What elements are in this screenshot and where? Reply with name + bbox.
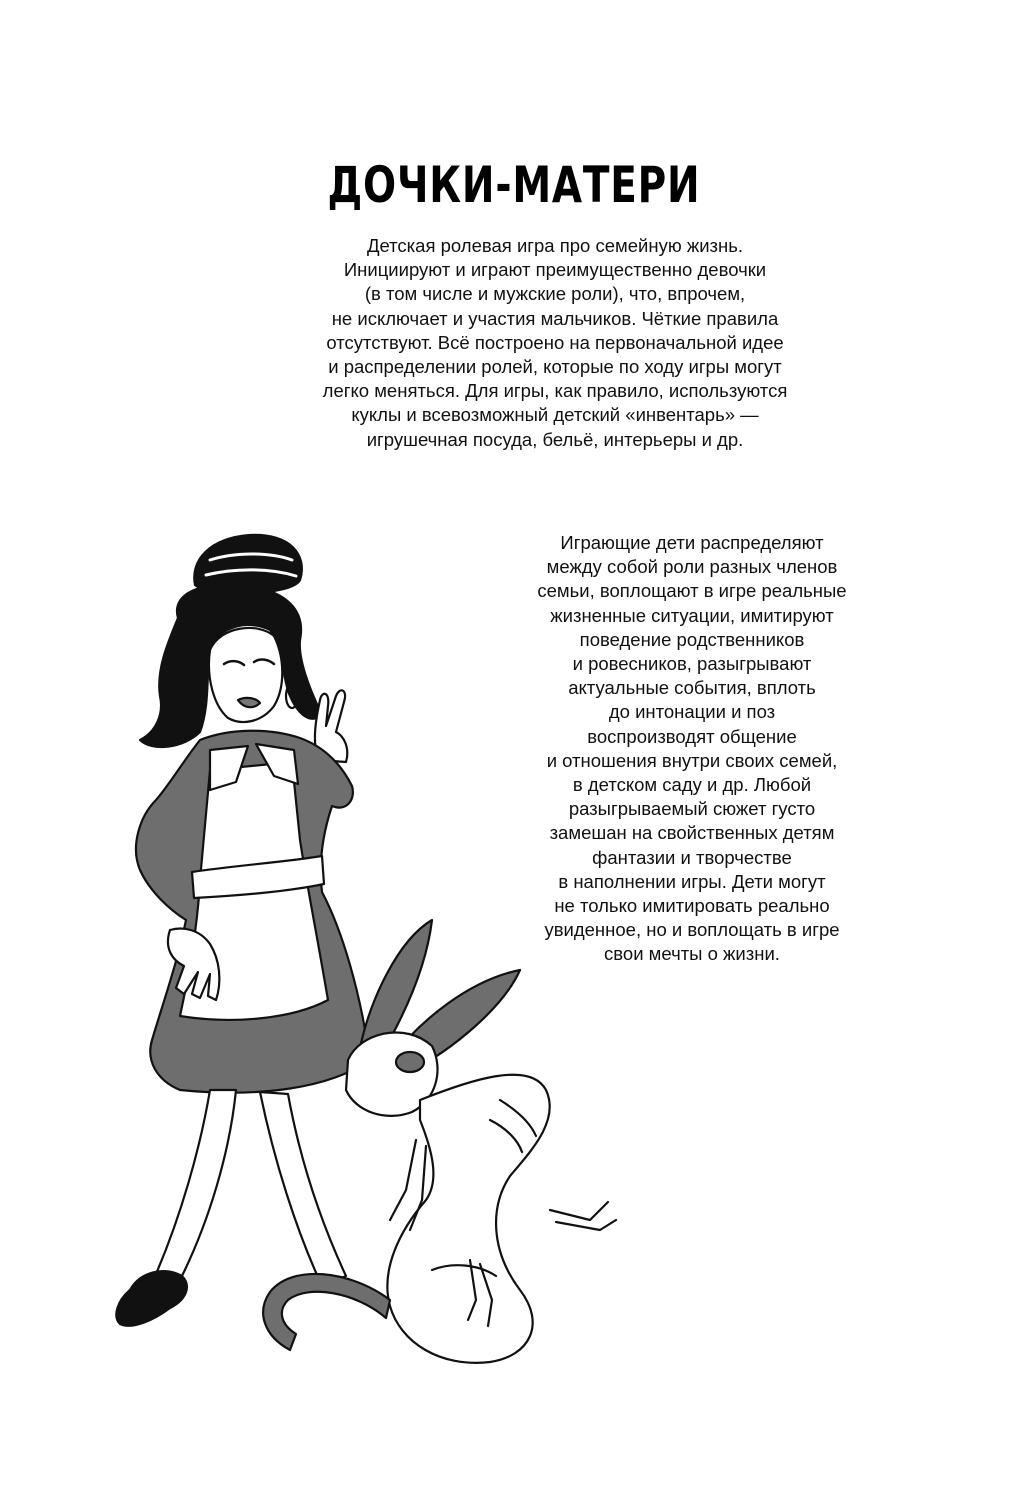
legs <box>156 1090 346 1286</box>
side-line: и отношения внутри своих семей, <box>546 749 838 771</box>
side-line: в детском саду и др. Любой <box>572 774 812 796</box>
side-line: воспроизводят общение <box>587 725 797 747</box>
intro-line: (в том числе и мужские роли), что, впрочем, <box>364 283 746 305</box>
side-line: свои мечты о жизни. <box>604 943 780 965</box>
side-line: разыгрываемый сюжет густо <box>568 798 816 820</box>
intro-paragraph <box>290 234 820 452</box>
creature-tail <box>263 1274 390 1350</box>
side-line: в наполнении игры. Дети могут <box>558 870 826 892</box>
side-line: фантазии и творчестве <box>592 846 792 868</box>
side-line: актуальные события, вплоть <box>568 677 816 699</box>
side-line: не только имитировать реально <box>554 895 830 917</box>
intro-line: игрушечная посуда, бельё, интерьеры и др. <box>366 428 744 450</box>
side-line: и ровесников, разыгрывают <box>572 653 812 675</box>
creature-eye <box>396 1052 424 1072</box>
intro-line: отсутствуют. Всё построено на первоначальной идее <box>326 331 784 353</box>
intro-line: не исключает и участия мальчиков. Чёткие правила <box>331 307 779 329</box>
side-line: до интонации и поз <box>608 701 776 723</box>
intro-line: и распределении ролей, которые по ходу игры могут <box>328 356 782 378</box>
side-line: между собой роли разных членов <box>546 556 838 578</box>
intro-line: Инициируют и играют преимущественно девочки <box>343 259 767 281</box>
side-line: Играющие дети распределяют <box>560 532 824 553</box>
illustration <box>60 500 660 1400</box>
page-title: ДОЧКИ-МАТЕРИ <box>327 156 701 214</box>
intro-line: куклы и всевозможный детский «инвентарь» — <box>351 404 759 426</box>
side-line: увиденное, но и воплощать в игре <box>544 919 840 941</box>
face <box>209 628 282 722</box>
shoe <box>116 1271 187 1326</box>
side-line: семьи, воплощают в игре реальные <box>537 580 847 602</box>
side-line: замешан на свойственных детям <box>549 822 835 844</box>
side-line: поведение родственников <box>579 628 805 650</box>
girl-figure <box>116 535 370 1326</box>
intro-line: Детская ролевая игра про семейную жизнь. <box>366 235 744 256</box>
side-line: жизненные ситуации, имитируют <box>550 604 834 626</box>
intro-line: легко меняться. Для игры, как правило, используются <box>322 380 788 402</box>
